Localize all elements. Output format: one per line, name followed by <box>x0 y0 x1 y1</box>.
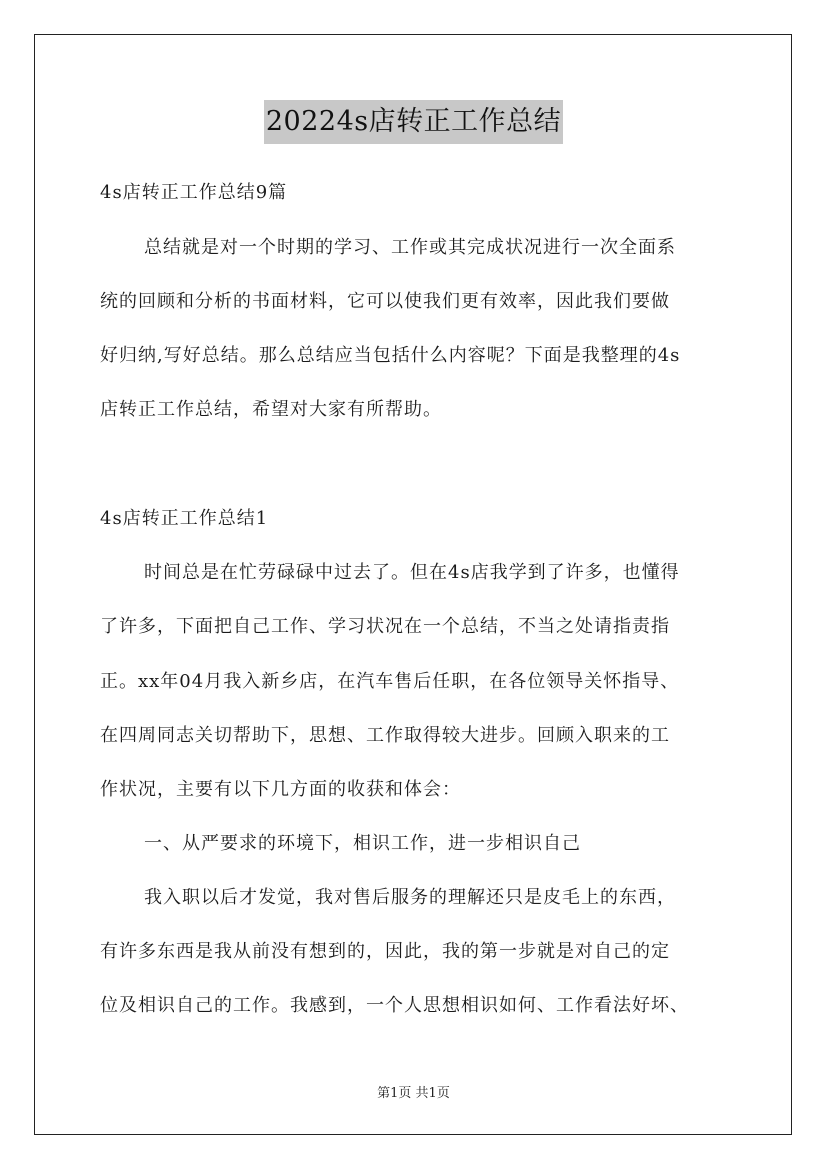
body-line-1: 时间总是在忙劳碌碌中过去了。但在4s店我学到了许多，也懂得 <box>144 562 680 583</box>
intro-line-3: 好归纳,写好总结。那么总结应当包括什么内容呢？下面是我整理的4s <box>100 345 681 366</box>
body-line-4: 在四周同志关切帮助下，思想、工作取得较大进步。回顾入职来的工 <box>100 725 670 746</box>
intro-line-2: 统的回顾和分析的书面材料，它可以使我们更有效率，因此我们要做 <box>100 291 670 312</box>
body-line-5: 作状况，主要有以下几方面的收获和体会： <box>100 779 461 800</box>
document-subtitle: 4s店转正工作总结9篇 <box>100 182 288 203</box>
body-line-2: 了许多，下面把自己工作、学习状况在一个总结，不当之处请指责指 <box>100 616 670 637</box>
intro-line-1: 总结就是对一个时期的学习、工作或其完成状况进行一次全面系 <box>144 237 676 258</box>
page-footer: 第1页 共1页 <box>377 1086 450 1101</box>
section-subheading: 一、从严要求的环境下，相识工作，进一步相识自己 <box>144 833 581 854</box>
document-title: 20224s店转正工作总结 <box>264 100 563 144</box>
section-heading: 4s店转正工作总结1 <box>100 508 269 529</box>
title-container <box>0 100 827 144</box>
body-line-9: 位及相识自己的工作。我感到，一个人思想相识如何、工作看法好坏、 <box>100 995 689 1016</box>
intro-line-4: 店转正工作总结，希望对大家有所帮助。 <box>100 399 442 420</box>
body-line-7: 我入职以后才发觉，我对售后服务的理解还只是皮毛上的东西， <box>144 887 676 908</box>
body-line-3: 正。xx年04月我入新乡店，在汽车售后任职，在各位领导关怀指导、 <box>100 671 680 692</box>
body-line-8: 有许多东西是我从前没有想到的，因此，我的第一步就是对自己的定 <box>100 941 670 962</box>
